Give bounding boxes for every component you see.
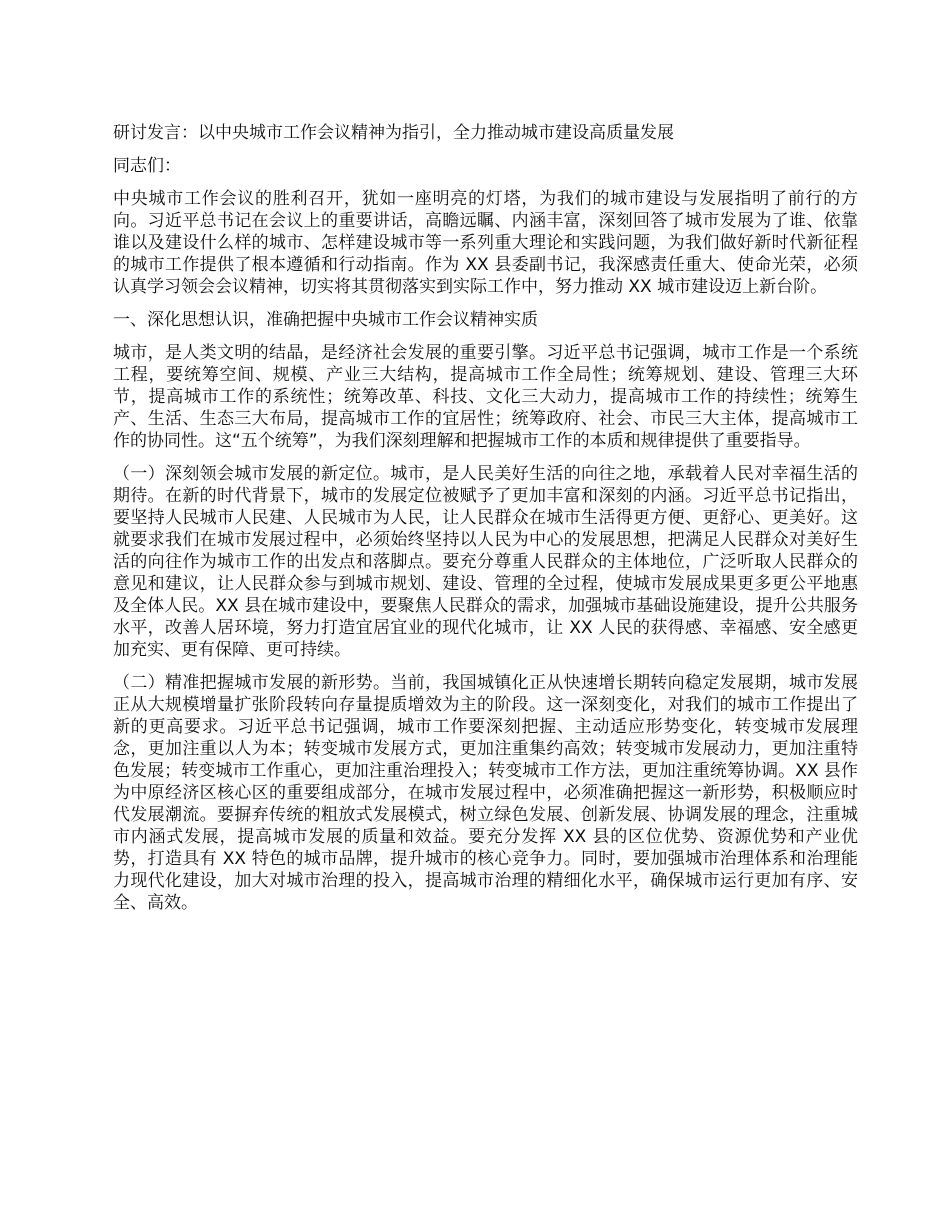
paragraph-section-1: 城市，是人类文明的结晶，是经济社会发展的重要引擎。习近平总书记强调，城市工作是一个系统工程，要统筹空间、规模、产业三大结构，提高城市工作全局性；统筹规划、建设、管理三大环节，提高城市工作的系统性；统筹改革、科技、文化三大动力，提高城市工作的持续性；统筹生产、生活、生态三大布局，提高城市工作的宜居性；统筹政府、社会、市民三大主体，提高城市工作的协同性。这“五个统筹”，为我们深刻理解和把握城市工作的本质和规律提供了重要指导。 [113, 343, 858, 451]
paragraph-intro: 中央城市工作会议的胜利召开，犹如一座明亮的灯塔，为我们的城市建设与发展指明了前行的方向。习近平总书记在会议上的重要讲话，高瞻远瞩、内涵丰富，深刻回答了城市发展为了谁、依靠谁以及建设什么样的城市、怎样建设城市等一系列重大理论和实践问题，为我们做好新时代新征程的城市工作提供了根本遵循和行动指南。作为 XX 县委副书记，我深感责任重大、使命光荣，必须认真学习领会会议精神，切实将其贯彻落实到实际工作中，努力推动 XX 城市建设迈上新台阶。 [113, 189, 858, 297]
greeting: 同志们： [113, 156, 181, 176]
paragraph-subsection-2: （二）精准把握城市发展的新形势。当前，我国城镇化正从快速增长期转向稳定发展期，城市发展正从大规模增量扩张阶段转向存量提质增效为主的阶段。这一深刻变化，对我们的城市工作提出了新的更高要求。习近平总书记强调，城市工作要深刻把握、主动适应形势变化，转变城市发展理念，更加注重以人为本；转变城市发展方式，更加注重集约高效；转变城市发展动力，更加注重特色发展；转变城市工作重心，更加注重治理投入；转变城市工作方法，更加注重统筹协调。XX 县作为中原经济区核心区的重要组成部分，在城市发展过程中，必须准确把握这一新形势，积极顺应时代发展潮流。要摒弃传统的粗放式发展模式，树立绿色发展、创新发展、协调发展的理念，注重城市内涵式发展，提高城市发展的质量和效益。要充分发挥 XX 县的区位优势、资源优势和产业优势，打造具有 XX 特色的城市品牌，提升城市的核心竞争力。同时，要加强城市治理体系和治理能力现代化建设，加大对城市治理的投入，提高城市治理的精细化水平，确保城市运行更加有序、安全、高效。 [113, 673, 858, 913]
paragraph-subsection-1: （一）深刻领会城市发展的新定位。城市，是人民美好生活的向往之地，承载着人民对幸福生活的期待。在新的时代背景下，城市的发展定位被赋予了更加丰富和深刻的内涵。习近平总书记指出，要坚持人民城市人民建、人民城市为人民，让人民群众在城市生活得更方便、更舒心、更美好。这就要求我们在城市发展过程中，必须始终坚持以人民为中心的发展思想，把满足人民群众对美好生活的向往作为城市工作的出发点和落脚点。要充分尊重人民群众的主体地位，广泛听取人民群众的意见和建议，让人民群众参与到城市规划、建设、管理的全过程，使城市发展成果更多更公平地惠及全体人民。XX 县在城市建设中，要聚焦人民群众的需求，加强城市基础设施建设，提升公共服务水平，改善人居环境，努力打造宜居宜业的现代化城市，让 XX 人民的获得感、幸福感、安全感更加充实、更有保障、更可持续。 [113, 464, 858, 660]
section-heading-1: 一、深化思想认识，准确把握中央城市工作会议精神实质 [113, 310, 538, 330]
document-title: 研讨发言：以中央城市工作会议精神为指引，全力推动城市建设高质量发展 [113, 123, 674, 143]
document-page [113, 122, 858, 925]
